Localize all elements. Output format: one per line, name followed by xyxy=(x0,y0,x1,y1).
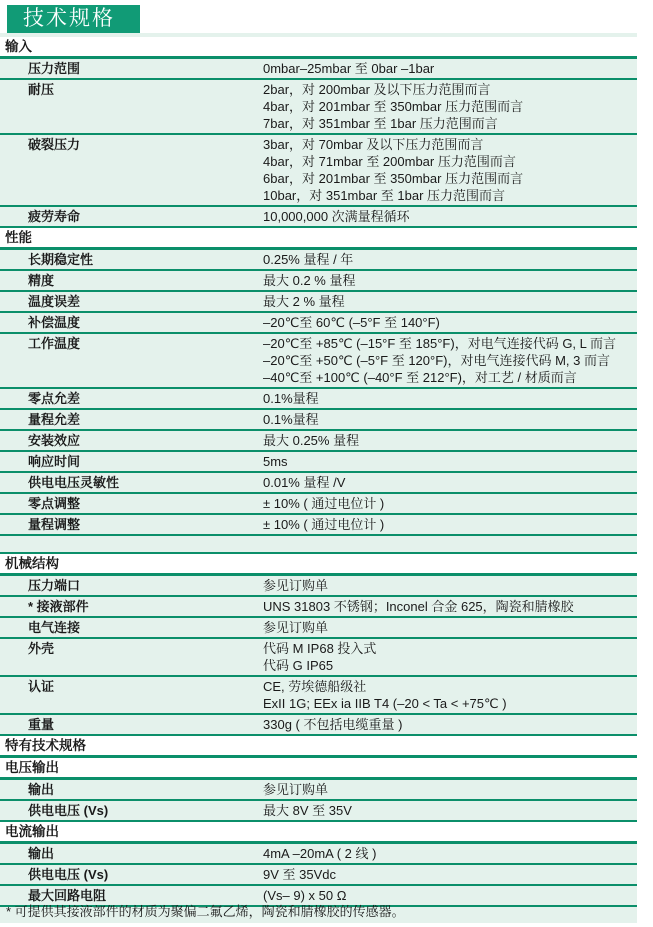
spec-values xyxy=(263,136,637,204)
spec-values xyxy=(263,81,637,132)
spec-label: 零点允差 xyxy=(28,391,81,406)
spec-value-line: 参见订购单 xyxy=(263,782,329,797)
spec-label: 量程允差 xyxy=(28,412,81,427)
spec-row xyxy=(0,597,637,618)
spec-values xyxy=(263,272,637,289)
spec-value-line: 7bar，对 351mbar 至 1bar 压力范围而言 xyxy=(263,116,498,131)
spec-value-line: 10bar，对 351mbar 至 1bar 压力范围而言 xyxy=(263,188,506,203)
spec-values xyxy=(263,390,637,407)
spec-value-line: 330g ( 不包括电缆重量 ) xyxy=(263,717,403,732)
spec-row xyxy=(0,410,637,431)
spec-row xyxy=(0,389,637,410)
spec-value-line: 9V 至 35Vdc xyxy=(263,867,336,882)
spec-values xyxy=(263,619,637,636)
spec-value-line: 代码 M IP68 投入式 xyxy=(263,641,377,656)
spec-values xyxy=(263,474,637,491)
spec-label: 疲劳寿命 xyxy=(28,209,81,224)
spec-value-line: 2bar，对 200mbar 及以下压力范围而言 xyxy=(263,82,491,97)
spec-label: 输出 xyxy=(28,782,55,797)
spec-value-line: 最大 0.25% 量程 xyxy=(263,433,360,448)
spec-value-line: 0mbar–25mbar 至 0bar –1bar xyxy=(263,61,435,76)
spec-values xyxy=(263,577,637,594)
spec-value-line: ± 10% ( 通过电位计 ) xyxy=(263,517,385,532)
spec-values xyxy=(263,432,637,449)
spec-row xyxy=(0,639,637,677)
section-gap xyxy=(0,536,637,554)
spec-row xyxy=(0,292,637,313)
spec-label: 精度 xyxy=(28,273,55,288)
spec-label: 供电电压 (Vs) xyxy=(28,867,109,882)
spec-row xyxy=(0,334,637,389)
spec-values xyxy=(263,716,637,733)
spec-values xyxy=(263,60,637,77)
spec-values xyxy=(263,411,637,428)
spec-label: 重量 xyxy=(28,717,55,732)
spec-label: 最大回路电阻 xyxy=(28,888,107,903)
spec-row xyxy=(0,271,637,292)
spec-row xyxy=(0,715,637,736)
spec-label: 破裂压力 xyxy=(28,137,81,152)
spec-label: 外壳 xyxy=(28,641,55,656)
spec-value-line: 5ms xyxy=(263,454,288,469)
spec-values xyxy=(263,598,637,615)
spec-values xyxy=(263,495,637,512)
spec-value-line: 最大 0.2 % 量程 xyxy=(263,273,356,288)
spec-label: 压力范围 xyxy=(28,61,81,76)
spec-label: 认证 xyxy=(28,679,55,694)
spec-label: 安装效应 xyxy=(28,433,81,448)
spec-value-line: 0.1%量程 xyxy=(263,412,319,427)
spec-label: 温度误差 xyxy=(28,294,81,309)
spec-table xyxy=(0,33,637,923)
spec-values xyxy=(263,516,637,533)
spec-value-line: 参见订购单 xyxy=(263,620,329,635)
page-title xyxy=(7,5,140,33)
spec-values xyxy=(263,866,637,883)
spec-value-line: ± 10% ( 通过电位计 ) xyxy=(263,496,385,511)
spec-label: 压力端口 xyxy=(28,578,81,593)
spec-sections xyxy=(0,37,637,923)
spec-value-line: 最大 2 % 量程 xyxy=(263,294,345,309)
section-header: 特有技术规格 xyxy=(0,736,637,758)
spec-row xyxy=(0,59,637,80)
spec-values xyxy=(263,802,637,819)
spec-value-line: 6bar，对 201mbar 至 350mbar 压力范围而言 xyxy=(263,171,524,186)
spec-label: 供电电压 (Vs) xyxy=(28,803,109,818)
spec-row xyxy=(0,250,637,271)
section-header: 性能 xyxy=(0,228,637,250)
spec-value-line: (Vs– 9) x 50 Ω xyxy=(263,888,347,903)
page-title-text: 技术规格 xyxy=(23,7,115,30)
spec-values xyxy=(263,251,637,268)
spec-value-line: –20℃至 60℃ (–5°F 至 140°F) xyxy=(263,315,440,330)
spec-label: 电气连接 xyxy=(28,620,81,635)
spec-row xyxy=(0,844,637,865)
spec-values xyxy=(263,781,637,798)
footnote: * 可提供其接液部件的材质为聚偏二氟乙烯，陶瓷和腈橡胶的传感器。 xyxy=(6,904,405,919)
spec-label: * 接液部件 xyxy=(28,599,89,614)
spec-row xyxy=(0,576,637,597)
section-header: 机械结构 xyxy=(0,554,637,576)
section-header: 电流输出 xyxy=(0,822,637,844)
spec-label: 耐压 xyxy=(28,82,55,97)
spec-value-line: 0.25% 量程 / 年 xyxy=(263,252,354,267)
spec-value-line: 4mA –20mA ( 2 线 ) xyxy=(263,846,377,861)
spec-value-line: 0.1%量程 xyxy=(263,391,319,406)
spec-value-line: –20℃至 +50℃ (–5°F 至 120°F)，对电气连接代码 M, 3 而言 xyxy=(263,353,610,368)
spec-row xyxy=(0,801,637,822)
spec-label: 供电电压灵敏性 xyxy=(28,475,120,490)
spec-row xyxy=(0,135,637,207)
spec-row xyxy=(0,452,637,473)
spec-row xyxy=(0,515,637,536)
spec-values xyxy=(263,335,637,386)
spec-value-line: ExII 1G; EEx ia IIB T4 (–20 < Ta < +75℃ ) xyxy=(263,696,507,711)
spec-value-line: 4bar，对 71mbar 至 200mbar 压力范围而言 xyxy=(263,154,516,169)
spec-label: 长期稳定性 xyxy=(28,252,94,267)
spec-label: 量程调整 xyxy=(28,517,81,532)
spec-row xyxy=(0,431,637,452)
spec-row xyxy=(0,780,637,801)
spec-values xyxy=(263,678,637,712)
spec-label: 工作温度 xyxy=(28,336,81,351)
spec-row xyxy=(0,865,637,886)
spec-values xyxy=(263,640,637,674)
spec-label: 零点调整 xyxy=(28,496,81,511)
spec-label: 输出 xyxy=(28,846,55,861)
spec-values xyxy=(263,845,637,862)
spec-row xyxy=(0,618,637,639)
spec-row xyxy=(0,494,637,515)
spec-value-line: 参见订购单 xyxy=(263,578,329,593)
spec-row xyxy=(0,677,637,715)
spec-label: 响应时间 xyxy=(28,454,81,469)
spec-value-line: –20℃至 +85℃ (–15°F 至 185°F)，对电气连接代码 G, L 而言 xyxy=(263,336,617,351)
spec-value-line: 代码 G IP65 xyxy=(263,658,334,673)
spec-values xyxy=(263,453,637,470)
spec-value-line: 最大 8V 至 35V xyxy=(263,803,352,818)
section-header: 电压输出 xyxy=(0,758,637,780)
spec-label: 补偿温度 xyxy=(28,315,81,330)
spec-value-line: UNS 31803 不锈钢；Inconel 合金 625，陶瓷和腈橡胶 xyxy=(263,599,574,614)
spec-values xyxy=(263,887,637,904)
spec-values xyxy=(263,208,637,225)
spec-value-line: CE, 劳埃德船级社 xyxy=(263,679,367,694)
spec-values xyxy=(263,314,637,331)
spec-row xyxy=(0,80,637,135)
spec-value-line: 4bar，对 201mbar 至 350mbar 压力范围而言 xyxy=(263,99,524,114)
spec-value-line: –40℃至 +100℃ (–40°F 至 212°F)，对工艺 / 材质而言 xyxy=(263,370,577,385)
spec-row xyxy=(0,473,637,494)
spec-value-line: 0.01% 量程 /V xyxy=(263,475,346,490)
spec-row xyxy=(0,207,637,228)
spec-values xyxy=(263,293,637,310)
spec-value-line: 3bar，对 70mbar 及以下压力范围而言 xyxy=(263,137,484,152)
spec-value-line: 10,000,000 次满量程循环 xyxy=(263,209,410,224)
section-header: 输入 xyxy=(0,37,637,59)
spec-row xyxy=(0,313,637,334)
